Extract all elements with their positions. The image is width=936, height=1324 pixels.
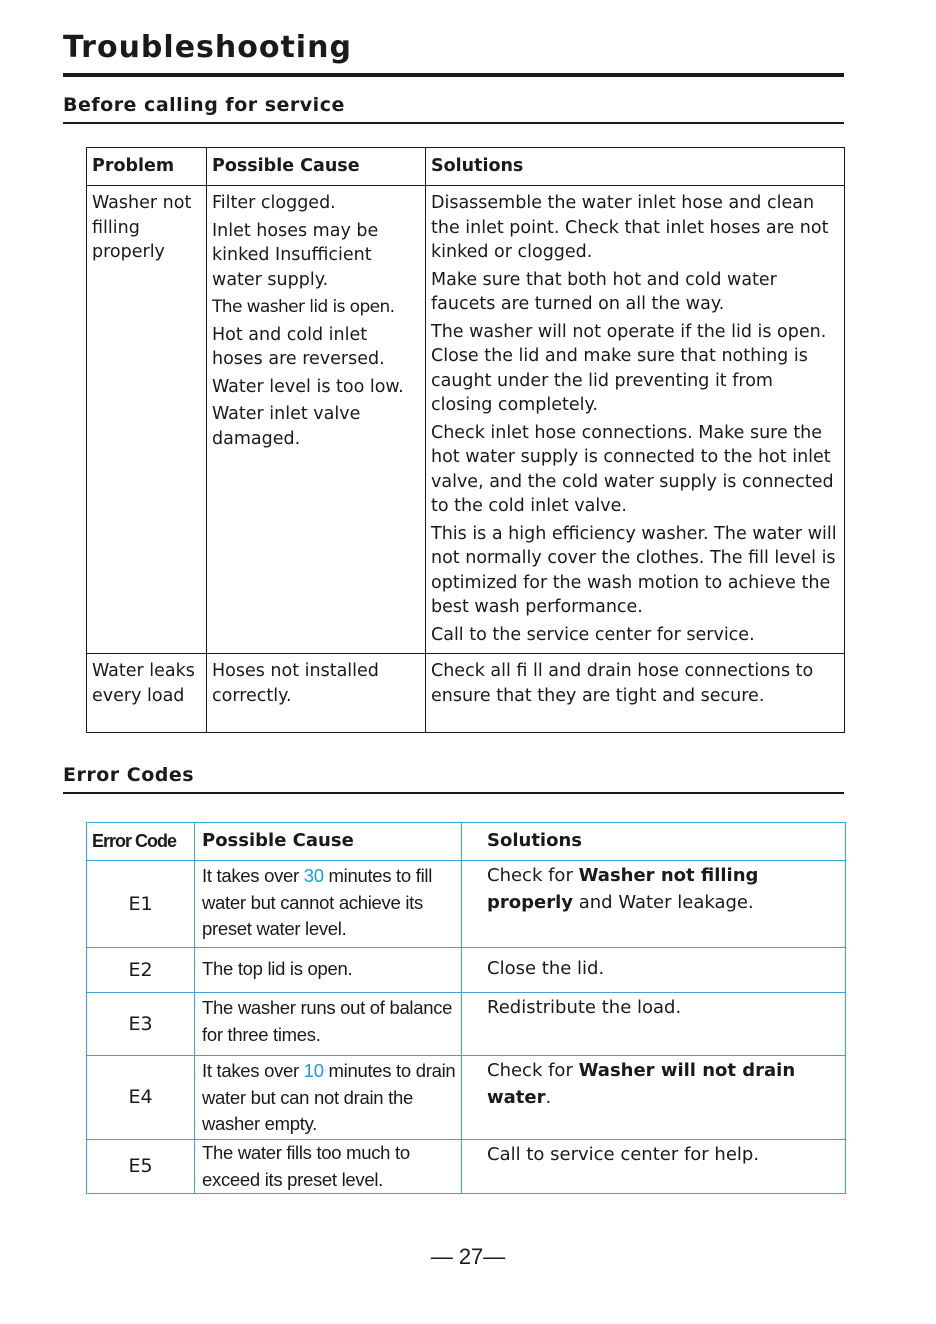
problem-cell: Washer not filling properly: [87, 186, 207, 654]
solution-item: Disassemble the water inlet hose and clean the inlet point. Check that inlet hoses are not kinked or clogged.: [431, 193, 829, 262]
cause-text: It takes over: [202, 1060, 304, 1081]
solution-item: Make sure that both hot and cold water faucets are turned on all the way.: [431, 269, 777, 314]
solution-item: Call to the service center for service.: [431, 624, 755, 645]
solution-cell: Call to service center for help.: [462, 1140, 846, 1194]
error-code-cell: E2: [87, 948, 195, 993]
table-row: [87, 993, 846, 1056]
cause-item: Filter clogged.: [212, 193, 336, 213]
error-code-cell: E4: [87, 1056, 195, 1140]
troubleshooting-table: [86, 147, 845, 733]
minutes-value: 10: [303, 1060, 324, 1081]
cause-item: Hoses not installed correctly.: [212, 661, 379, 706]
column-header-solutions: Solutions: [426, 148, 845, 186]
solution-cell: [462, 861, 846, 948]
error-codes-table: [86, 822, 846, 1194]
solution-item: This is a high efficiency washer. The water will not normally cover the clothes. The fill level is optimized for the wash motion to achieve the best wash performance.: [431, 523, 837, 617]
error-code-cell: E3: [87, 993, 195, 1056]
column-header-error-code: Error Code: [87, 823, 195, 861]
cause-cell: The washer runs out of balance for three times.: [195, 993, 462, 1056]
solution-cell: [426, 654, 845, 733]
column-header-problem: Problem: [87, 148, 207, 186]
solution-cell: Redistribute the load.: [462, 993, 846, 1056]
solution-cell: [426, 186, 845, 654]
cause-cell: [207, 186, 426, 654]
solution-reference: Washer will not drain water: [487, 1060, 796, 1108]
solution-cell: [462, 1056, 846, 1140]
cause-text: minutes to drain water but can not drain the washer empty.: [202, 1060, 456, 1134]
cause-item: The washer lid is open.: [212, 297, 395, 317]
table-header-row: [87, 148, 845, 186]
problem-cell: Water leaks every load: [87, 654, 207, 733]
cause-cell: [195, 1056, 462, 1140]
cause-item: Water inlet valve damaged.: [212, 404, 361, 449]
cause-item: Hot and cold inlet hoses are reversed.: [212, 324, 385, 369]
page-number: — 27—: [430, 1244, 506, 1269]
section2-rule: [63, 792, 844, 794]
table-row: [87, 861, 846, 948]
cause-cell: The top lid is open.: [195, 948, 462, 993]
minutes-value: 30: [303, 865, 324, 886]
section-heading-before-calling: Before calling for service: [63, 94, 345, 116]
title-rule: [63, 73, 844, 77]
column-header-possible-cause: Possible Cause: [207, 148, 426, 186]
page-title: Troubleshooting: [63, 30, 352, 65]
table-row: [87, 948, 846, 993]
table-row: [87, 186, 845, 654]
cause-cell: The water fills too much to exceed its preset level.: [195, 1140, 462, 1194]
solution-cell: Close the lid.: [462, 948, 846, 993]
error-code-cell: E1: [87, 861, 195, 948]
cause-text: minutes to fill water but cannot achieve its preset water level.: [202, 865, 432, 939]
cause-cell: [195, 861, 462, 948]
solution-item: Check all fi ll and drain hose connections to ensure that they are tight and secure.: [431, 661, 814, 706]
section1-rule: [63, 122, 844, 124]
solution-item: The washer will not operate if the lid is open. Close the lid and make sure that nothing is caught under the lid preventing it from closing completely.: [431, 321, 827, 415]
section-heading-error-codes: Error Codes: [63, 764, 195, 786]
cause-item: Inlet hoses may be kinked Insufficient water supply.: [212, 220, 379, 290]
solution-text: .: [545, 1086, 552, 1108]
solution-text: Check for: [487, 1060, 579, 1081]
error-code-cell: E5: [87, 1140, 195, 1194]
column-header-possible-cause: Possible Cause: [195, 823, 462, 861]
table-row: [87, 654, 845, 733]
cause-text: It takes over: [202, 865, 304, 886]
table-row: [87, 1140, 846, 1194]
table-header-row: [87, 823, 846, 861]
solution-text: Check for: [487, 865, 579, 886]
solution-text: and Water leakage.: [573, 891, 754, 913]
cause-cell: [207, 654, 426, 733]
solution-item: Check inlet hose connections. Make sure the hot water supply is connected to the hot inlet valve, and the cold water supply is connected to the cold inlet valve.: [431, 422, 834, 516]
table-row: [87, 1056, 846, 1140]
column-header-solutions: Solutions: [462, 823, 846, 861]
solution-reference: Washer not filling properly: [487, 865, 759, 913]
cause-item: Water level is too low.: [212, 376, 404, 397]
